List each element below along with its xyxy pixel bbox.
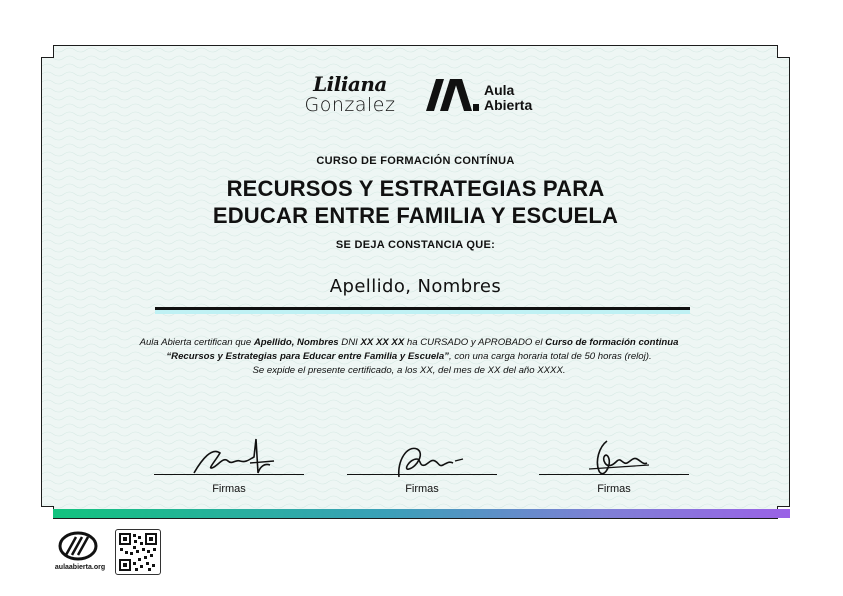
signature-line-2: [347, 474, 497, 475]
signature-block-1: [154, 437, 304, 497]
certificate-content: [41, 45, 790, 517]
header-logos: [291, 73, 561, 119]
constancia-heading: SE DEJA CONSTANCIA QUE:: [335, 239, 496, 251]
body-text-2: DNI: [338, 337, 361, 348]
body-text-4: , con una carga horaria total de 50 horas (reloj).: [448, 351, 652, 362]
signature-block-3: [539, 437, 689, 497]
signature-label-1: Firmas: [212, 483, 246, 495]
course-title-line2: EDUCAR ENTRE FAMILIA Y ESCUELA: [212, 203, 619, 228]
aula-abierta-mark-icon: [424, 77, 480, 113]
body-bold-course: Curso de formación continua “Recursos y Estrategias para Educar entre Familia y Escuela”: [166, 337, 679, 362]
liliana-gonzalez-logo: [291, 73, 409, 115]
body-bold-dni: XX XX XX: [360, 337, 405, 348]
body-text-5: Se expide el presente certificado, a los XX, del mes de XX del año XXXX.: [252, 365, 566, 376]
body-text-3: ha CURSADO y APROBADO el: [404, 337, 546, 348]
course-title: [41, 175, 790, 229]
body-text-1: Aula Abierta certifican que: [139, 337, 254, 348]
signature-line-1: [154, 474, 304, 475]
signature-block-2: [347, 437, 497, 497]
partner-first-name: Liliana: [313, 72, 387, 96]
aula-wordmark-line1: Aula: [484, 82, 515, 98]
aula-wordmark-line2: Abierta: [484, 97, 533, 113]
footer-url: aulaabierta.org: [54, 564, 106, 571]
qr-code-icon: [116, 530, 160, 574]
partner-last-name: Gonzalez: [304, 94, 396, 116]
signature-label-2: Firmas: [405, 483, 439, 495]
aula-abierta-circle-logo-icon: [50, 529, 106, 563]
course-title-line1: RECURSOS Y ESTRATEGIAS PARA: [226, 176, 605, 201]
signature-label-3: Firmas: [597, 483, 631, 495]
aula-abierta-logo: [424, 77, 533, 113]
signature-line-3: [539, 474, 689, 475]
qr-code: [115, 529, 161, 575]
certificate-body: [129, 336, 689, 378]
course-type: CURSO DE FORMACIÓN CONTÍNUA: [316, 155, 515, 167]
aula-abierta-wordmark: [484, 83, 532, 113]
body-bold-name: Apellido, Nombres: [253, 337, 339, 348]
footer-aula-logo: [50, 529, 106, 575]
recipient-underline: [155, 307, 690, 310]
recipient-name: Apellido, Nombres: [329, 276, 502, 297]
